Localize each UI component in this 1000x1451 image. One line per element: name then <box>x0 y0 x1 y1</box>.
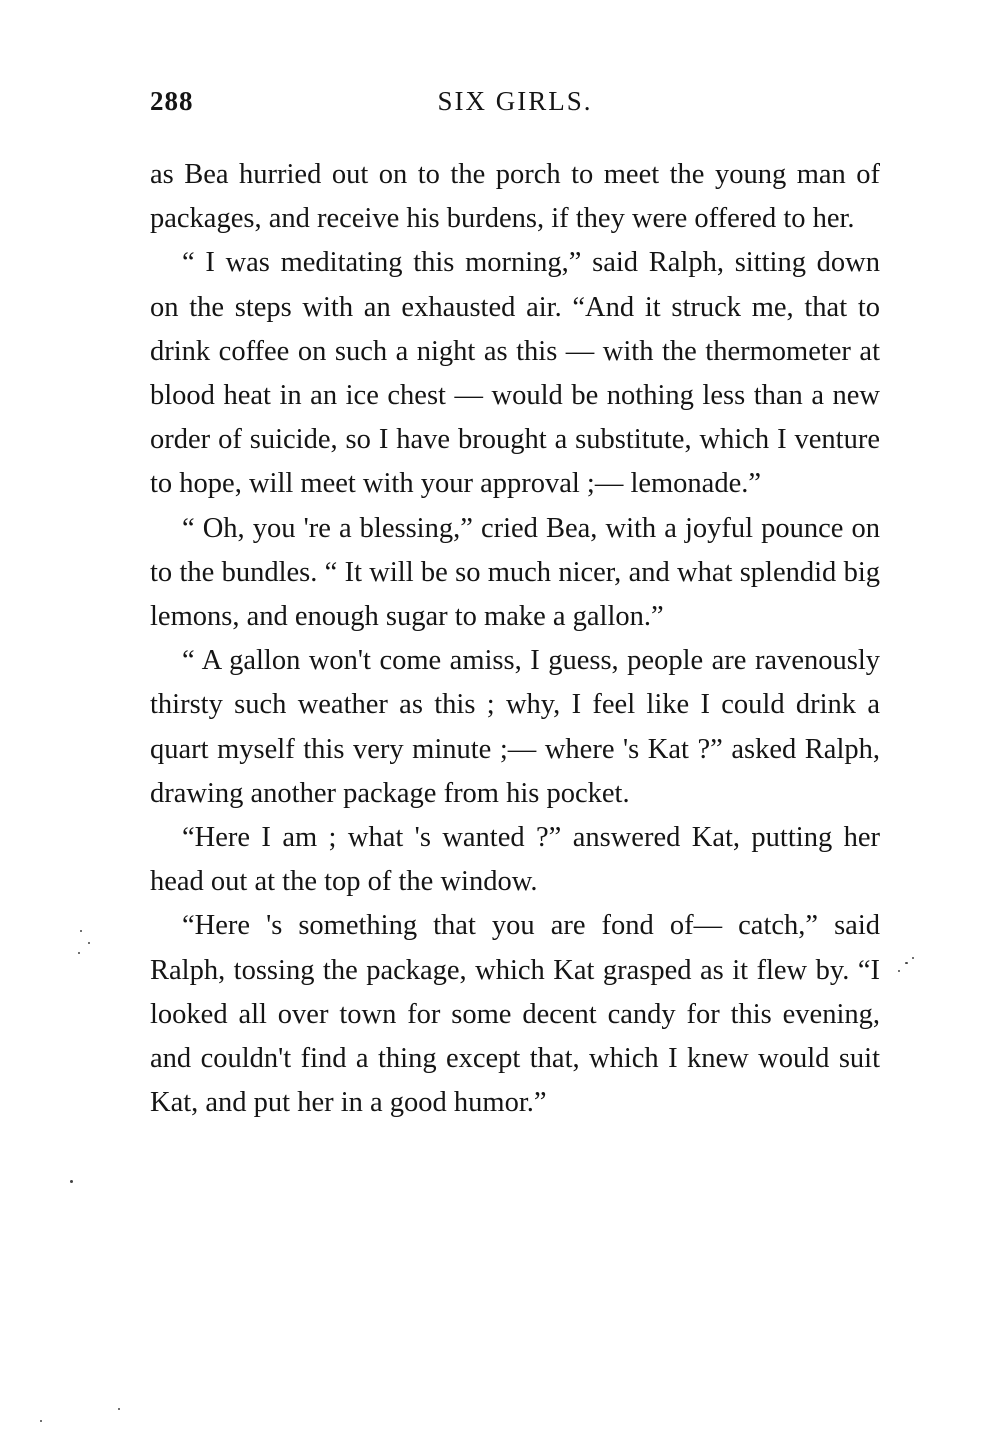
scan-speck <box>898 970 900 972</box>
paragraph: “ Oh, you 're a blessing,” cried Bea, with a joyful pounce on to the bundles. “ It will be so much nicer, and what splendid big lemons, and enough sugar to make a gallon.” <box>150 512 880 633</box>
scan-speck <box>80 930 82 932</box>
scan-speck <box>40 1420 42 1422</box>
paragraph: “ I was meditating this morning,” said Ralph, sitting down on the steps with an exhausted air. “And it struck me, that to drink coffee on such a night as this — with the thermometer at blood heat in an ice chest — would be nothing less than a new order of suicide, so I have brought a substitute, which I venture to hope, will meet with your approval ;— lemonade.” <box>150 247 880 500</box>
scan-speck <box>70 1180 73 1183</box>
scan-speck <box>88 942 90 944</box>
scan-speck <box>118 1408 120 1410</box>
paragraph: “Here 's something that you are fond of— catch,” said Ralph, tossing the package, which Kat grasped as it flew by. “I looked all over town for some decent candy for this evening, and couldn't find a thing except that, which I knew would suit Kat, and put her in a good humor.” <box>150 910 880 1119</box>
paragraph: “Here I am ; what 's wanted ?” answered Kat, putting her head out at the top of the window. <box>150 822 880 898</box>
running-title: SIX GIRLS. <box>437 86 593 116</box>
page-header <box>150 86 880 126</box>
paragraph: as Bea hurried out on to the porch to meet the young man of packages, and receive his burdens, if they were offered to her. <box>150 159 880 235</box>
body-text <box>150 153 880 1125</box>
scan-speck <box>78 952 80 954</box>
paragraph: “ A gallon won't come amiss, I guess, people are ravenously thirsty such weather as this ; why, I feel like I could drink a quart myself this very minute ;— where 's Kat ?” asked Ralph, drawing another package from his pocket. <box>150 645 880 809</box>
scan-speck <box>905 962 908 964</box>
page-number: 288 <box>150 86 194 116</box>
scan-speck <box>912 957 914 959</box>
